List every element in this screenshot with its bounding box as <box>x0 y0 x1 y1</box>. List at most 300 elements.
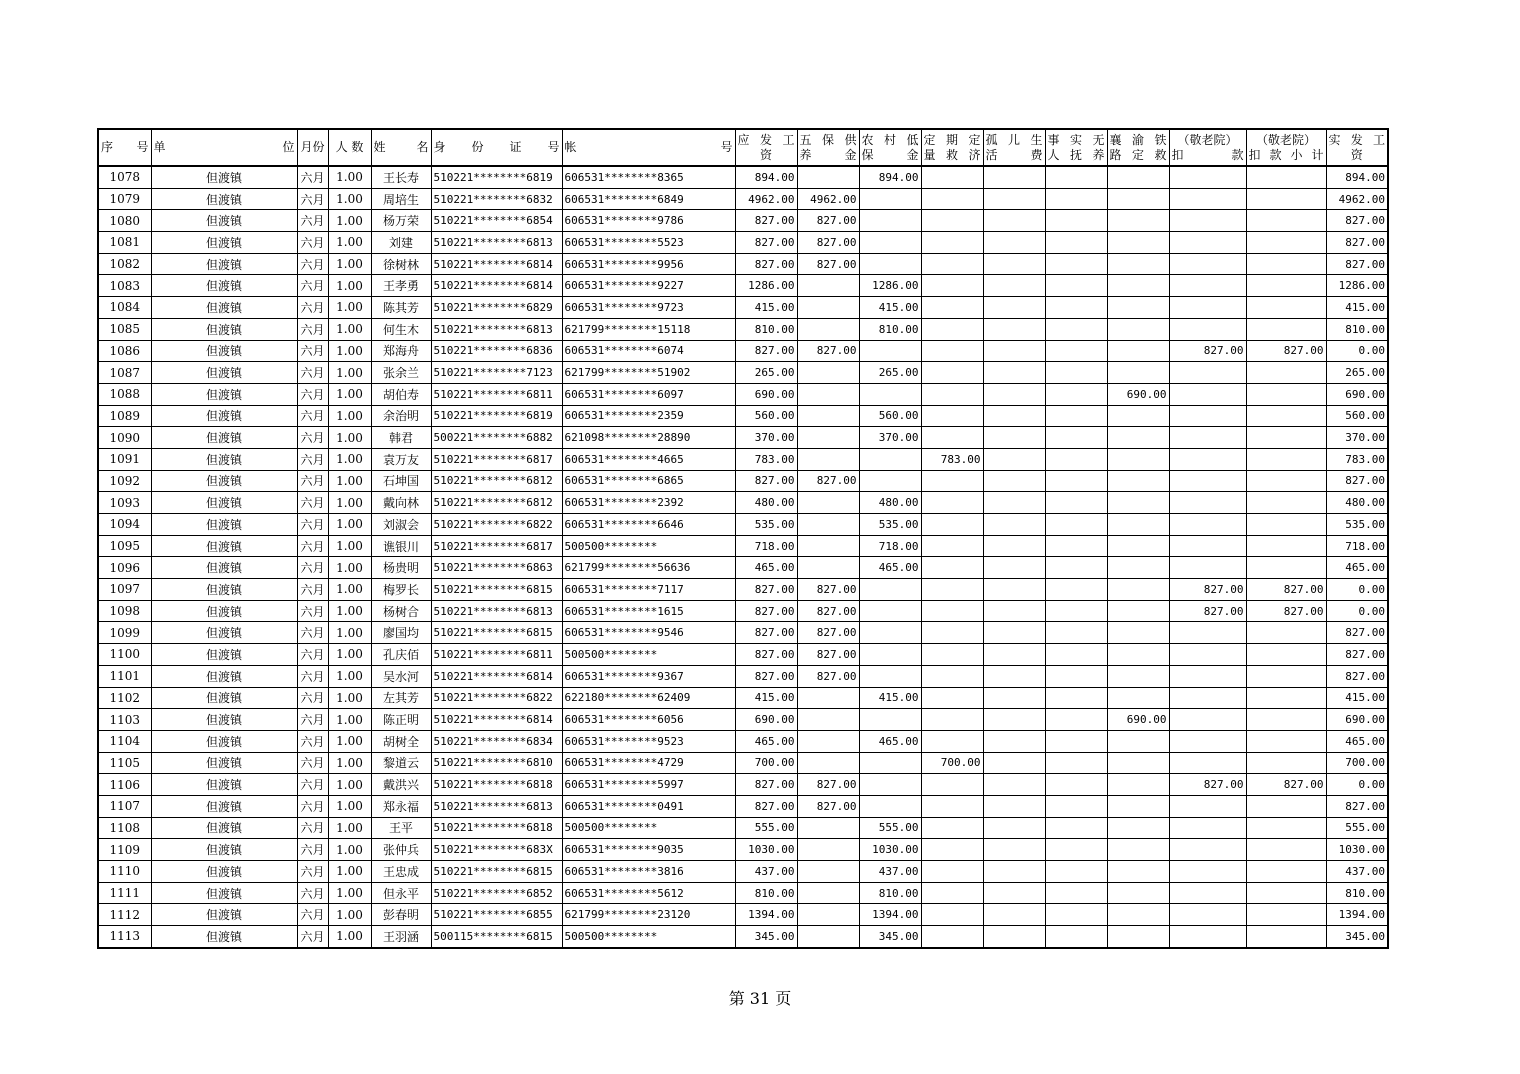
cell-name: 左其芳 <box>371 687 431 709</box>
cell-persons: 1.00 <box>328 904 371 926</box>
table-row <box>98 297 1388 319</box>
table-body <box>98 166 1388 948</box>
cell-account: 606531********6097 <box>562 383 735 405</box>
cell-id: 510221********6811 <box>431 383 562 405</box>
cell-month: 六月 <box>297 362 328 384</box>
cell-factual <box>1045 687 1107 709</box>
cell-net: 0.00 <box>1326 600 1388 622</box>
header-nursing-subtotal: （敬老院） 扣 款 小 计 <box>1246 129 1326 166</box>
cell-gross: 700.00 <box>735 752 797 774</box>
cell-dingliang <box>921 535 983 557</box>
cell-month: 六月 <box>297 448 328 470</box>
cell-dibao: 718.00 <box>859 535 921 557</box>
cell-month: 六月 <box>297 687 328 709</box>
cell-gross: 827.00 <box>735 470 797 492</box>
cell-name: 戴向林 <box>371 492 431 514</box>
cell-net: 827.00 <box>1326 665 1388 687</box>
cell-seq: 1109 <box>98 839 151 861</box>
cell-account: 606531********9723 <box>562 297 735 319</box>
cell-dingliang <box>921 644 983 666</box>
cell-unit: 但渡镇 <box>151 904 297 926</box>
cell-account: 606531********3816 <box>562 861 735 883</box>
cell-nursing-sub <box>1246 514 1326 536</box>
cell-dibao <box>859 622 921 644</box>
cell-id: 510221********6813 <box>431 600 562 622</box>
table-row <box>98 232 1388 254</box>
cell-net: 810.00 <box>1326 318 1388 340</box>
cell-dingliang <box>921 904 983 926</box>
cell-factual <box>1045 318 1107 340</box>
cell-nursing-sub <box>1246 687 1326 709</box>
cell-factual <box>1045 362 1107 384</box>
cell-name: 廖国均 <box>371 622 431 644</box>
cell-net: 827.00 <box>1326 795 1388 817</box>
cell-seq: 1101 <box>98 665 151 687</box>
cell-seq: 1085 <box>98 318 151 340</box>
cell-nursing: 827.00 <box>1169 579 1246 601</box>
cell-unit: 但渡镇 <box>151 926 297 948</box>
cell-wubao: 827.00 <box>797 470 859 492</box>
cell-seq: 1086 <box>98 340 151 362</box>
cell-unit: 但渡镇 <box>151 405 297 427</box>
cell-orphan <box>983 470 1045 492</box>
cell-month: 六月 <box>297 730 328 752</box>
cell-net: 415.00 <box>1326 687 1388 709</box>
cell-nursing-sub <box>1246 318 1326 340</box>
cell-dibao: 894.00 <box>859 166 921 188</box>
cell-nursing <box>1169 882 1246 904</box>
cell-month: 六月 <box>297 383 328 405</box>
cell-dingliang <box>921 318 983 340</box>
table-row <box>98 817 1388 839</box>
cell-persons: 1.00 <box>328 882 371 904</box>
cell-dibao: 415.00 <box>859 297 921 319</box>
cell-factual <box>1045 730 1107 752</box>
cell-wubao <box>797 318 859 340</box>
cell-account: 606531********9367 <box>562 665 735 687</box>
cell-railway <box>1107 774 1169 796</box>
cell-gross: 465.00 <box>735 730 797 752</box>
cell-factual <box>1045 427 1107 449</box>
cell-account: 606531********6865 <box>562 470 735 492</box>
cell-dingliang <box>921 730 983 752</box>
cell-gross: 480.00 <box>735 492 797 514</box>
cell-account: 606531********4665 <box>562 448 735 470</box>
cell-account: 606531********6646 <box>562 514 735 536</box>
cell-dingliang <box>921 579 983 601</box>
cell-dingliang <box>921 470 983 492</box>
payroll-table <box>97 128 1389 949</box>
cell-month: 六月 <box>297 622 328 644</box>
cell-seq: 1103 <box>98 709 151 731</box>
cell-account: 606531********1615 <box>562 600 735 622</box>
cell-orphan <box>983 622 1045 644</box>
table-row <box>98 926 1388 948</box>
cell-railway <box>1107 665 1169 687</box>
cell-dingliang <box>921 405 983 427</box>
cell-month: 六月 <box>297 318 328 340</box>
cell-month: 六月 <box>297 817 328 839</box>
cell-net: 783.00 <box>1326 448 1388 470</box>
cell-persons: 1.00 <box>328 297 371 319</box>
cell-seq: 1106 <box>98 774 151 796</box>
cell-dibao: 465.00 <box>859 557 921 579</box>
cell-gross: 827.00 <box>735 774 797 796</box>
cell-factual <box>1045 622 1107 644</box>
cell-account: 621799********51902 <box>562 362 735 384</box>
cell-gross: 827.00 <box>735 232 797 254</box>
cell-name: 刘建 <box>371 232 431 254</box>
cell-name: 胡树全 <box>371 730 431 752</box>
cell-id: 510221********6814 <box>431 665 562 687</box>
cell-account: 606531********6849 <box>562 188 735 210</box>
cell-month: 六月 <box>297 904 328 926</box>
cell-account: 606531********5997 <box>562 774 735 796</box>
cell-nursing-sub <box>1246 644 1326 666</box>
cell-id: 510221********6815 <box>431 861 562 883</box>
cell-unit: 但渡镇 <box>151 709 297 731</box>
cell-orphan <box>983 188 1045 210</box>
cell-orphan <box>983 665 1045 687</box>
cell-id: 510221********6817 <box>431 448 562 470</box>
cell-name: 梅罗长 <box>371 579 431 601</box>
cell-unit: 但渡镇 <box>151 817 297 839</box>
cell-month: 六月 <box>297 839 328 861</box>
cell-name: 胡伯寿 <box>371 383 431 405</box>
cell-factual <box>1045 861 1107 883</box>
cell-account: 606531********9546 <box>562 622 735 644</box>
cell-factual <box>1045 904 1107 926</box>
cell-factual <box>1045 210 1107 232</box>
cell-railway <box>1107 210 1169 232</box>
cell-nursing-sub: 827.00 <box>1246 340 1326 362</box>
cell-wubao: 827.00 <box>797 600 859 622</box>
cell-nursing: 827.00 <box>1169 600 1246 622</box>
cell-railway: 690.00 <box>1107 709 1169 731</box>
cell-net: 810.00 <box>1326 882 1388 904</box>
cell-id: 510221********6814 <box>431 275 562 297</box>
cell-nursing <box>1169 752 1246 774</box>
cell-account: 500500******** <box>562 644 735 666</box>
cell-id: 510221********6819 <box>431 166 562 188</box>
cell-dibao <box>859 774 921 796</box>
cell-net: 465.00 <box>1326 730 1388 752</box>
cell-unit: 但渡镇 <box>151 210 297 232</box>
cell-name: 王忠成 <box>371 861 431 883</box>
cell-name: 戴洪兴 <box>371 774 431 796</box>
cell-nursing <box>1169 644 1246 666</box>
cell-account: 621799********15118 <box>562 318 735 340</box>
cell-nursing: 827.00 <box>1169 340 1246 362</box>
cell-id: 510221********6813 <box>431 318 562 340</box>
cell-wubao <box>797 839 859 861</box>
cell-net: 345.00 <box>1326 926 1388 948</box>
cell-orphan <box>983 427 1045 449</box>
cell-name: 周培生 <box>371 188 431 210</box>
cell-dingliang <box>921 882 983 904</box>
cell-orphan <box>983 232 1045 254</box>
cell-name: 黎道云 <box>371 752 431 774</box>
cell-factual <box>1045 514 1107 536</box>
cell-nursing-sub <box>1246 904 1326 926</box>
cell-seq: 1083 <box>98 275 151 297</box>
cell-unit: 但渡镇 <box>151 383 297 405</box>
cell-dibao <box>859 470 921 492</box>
cell-persons: 1.00 <box>328 709 371 731</box>
cell-nursing-sub: 827.00 <box>1246 579 1326 601</box>
cell-dibao <box>859 795 921 817</box>
cell-orphan <box>983 297 1045 319</box>
cell-wubao: 827.00 <box>797 644 859 666</box>
cell-orphan <box>983 318 1045 340</box>
header-orphan: 孤 儿 生 活 费 <box>983 129 1045 166</box>
cell-orphan <box>983 166 1045 188</box>
table-row <box>98 795 1388 817</box>
cell-orphan <box>983 644 1045 666</box>
header-dibao: 农 村 低 保 金 <box>859 129 921 166</box>
cell-dingliang <box>921 340 983 362</box>
cell-name: 彭春明 <box>371 904 431 926</box>
table-row <box>98 644 1388 666</box>
cell-dibao <box>859 665 921 687</box>
table-row <box>98 839 1388 861</box>
cell-nursing <box>1169 839 1246 861</box>
cell-factual <box>1045 340 1107 362</box>
cell-month: 六月 <box>297 861 328 883</box>
cell-seq: 1090 <box>98 427 151 449</box>
cell-net: 1394.00 <box>1326 904 1388 926</box>
cell-dingliang <box>921 557 983 579</box>
cell-name: 王长寿 <box>371 166 431 188</box>
cell-unit: 但渡镇 <box>151 318 297 340</box>
cell-name: 张余兰 <box>371 362 431 384</box>
cell-name: 孔庆佰 <box>371 644 431 666</box>
cell-id: 510221********6813 <box>431 795 562 817</box>
cell-railway <box>1107 253 1169 275</box>
cell-month: 六月 <box>297 752 328 774</box>
cell-name: 陈正明 <box>371 709 431 731</box>
cell-gross: 894.00 <box>735 166 797 188</box>
cell-unit: 但渡镇 <box>151 600 297 622</box>
cell-factual <box>1045 535 1107 557</box>
cell-railway <box>1107 514 1169 536</box>
cell-dingliang <box>921 188 983 210</box>
cell-id: 510221********6812 <box>431 470 562 492</box>
cell-nursing <box>1169 166 1246 188</box>
cell-dingliang: 700.00 <box>921 752 983 774</box>
table-row <box>98 166 1388 188</box>
table-row <box>98 730 1388 752</box>
cell-unit: 但渡镇 <box>151 882 297 904</box>
cell-dibao: 437.00 <box>859 861 921 883</box>
cell-name: 何生木 <box>371 318 431 340</box>
cell-account: 622180********62409 <box>562 687 735 709</box>
cell-nursing <box>1169 817 1246 839</box>
cell-unit: 但渡镇 <box>151 557 297 579</box>
cell-nursing <box>1169 297 1246 319</box>
cell-gross: 690.00 <box>735 383 797 405</box>
cell-net: 718.00 <box>1326 535 1388 557</box>
cell-id: 510221********6812 <box>431 492 562 514</box>
cell-railway <box>1107 752 1169 774</box>
cell-railway <box>1107 622 1169 644</box>
cell-seq: 1082 <box>98 253 151 275</box>
cell-dibao: 555.00 <box>859 817 921 839</box>
cell-nursing-sub <box>1246 253 1326 275</box>
cell-gross: 827.00 <box>735 253 797 275</box>
cell-dibao: 480.00 <box>859 492 921 514</box>
cell-nursing-sub <box>1246 470 1326 492</box>
cell-wubao: 827.00 <box>797 665 859 687</box>
cell-dibao <box>859 210 921 232</box>
cell-id: 510221********6832 <box>431 188 562 210</box>
cell-gross: 560.00 <box>735 405 797 427</box>
table-row <box>98 579 1388 601</box>
cell-month: 六月 <box>297 340 328 362</box>
cell-dingliang <box>921 166 983 188</box>
cell-wubao <box>797 492 859 514</box>
cell-account: 500500******** <box>562 535 735 557</box>
cell-id: 510221********6814 <box>431 709 562 731</box>
cell-id: 510221********6815 <box>431 622 562 644</box>
cell-gross: 1030.00 <box>735 839 797 861</box>
cell-nursing-sub <box>1246 535 1326 557</box>
cell-name: 石坤国 <box>371 470 431 492</box>
cell-nursing <box>1169 926 1246 948</box>
cell-nursing-sub <box>1246 709 1326 731</box>
cell-railway <box>1107 427 1169 449</box>
page-footer <box>0 986 1520 1009</box>
cell-persons: 1.00 <box>328 644 371 666</box>
cell-seq: 1094 <box>98 514 151 536</box>
cell-id: 510221********6819 <box>431 405 562 427</box>
cell-nursing <box>1169 730 1246 752</box>
cell-orphan <box>983 579 1045 601</box>
cell-name: 杨贵明 <box>371 557 431 579</box>
table-row <box>98 362 1388 384</box>
cell-orphan <box>983 926 1045 948</box>
cell-nursing-sub <box>1246 557 1326 579</box>
table-row <box>98 774 1388 796</box>
cell-persons: 1.00 <box>328 926 371 948</box>
table-row <box>98 275 1388 297</box>
cell-orphan <box>983 535 1045 557</box>
cell-nursing <box>1169 557 1246 579</box>
cell-nursing-sub <box>1246 188 1326 210</box>
cell-month: 六月 <box>297 926 328 948</box>
cell-dingliang <box>921 253 983 275</box>
cell-factual <box>1045 644 1107 666</box>
header-persons: 人 数 <box>328 129 371 166</box>
cell-dibao: 560.00 <box>859 405 921 427</box>
cell-net: 4962.00 <box>1326 188 1388 210</box>
cell-orphan <box>983 687 1045 709</box>
cell-name: 郑永福 <box>371 795 431 817</box>
cell-nursing <box>1169 253 1246 275</box>
cell-account: 621799********23120 <box>562 904 735 926</box>
cell-month: 六月 <box>297 579 328 601</box>
cell-month: 六月 <box>297 795 328 817</box>
cell-dingliang <box>921 275 983 297</box>
cell-month: 六月 <box>297 166 328 188</box>
cell-gross: 415.00 <box>735 297 797 319</box>
cell-nursing-sub: 827.00 <box>1246 774 1326 796</box>
cell-nursing <box>1169 709 1246 731</box>
cell-nursing <box>1169 275 1246 297</box>
cell-orphan <box>983 730 1045 752</box>
cell-nursing-sub <box>1246 166 1326 188</box>
cell-dingliang <box>921 427 983 449</box>
cell-id: 500221********6882 <box>431 427 562 449</box>
cell-nursing <box>1169 405 1246 427</box>
cell-wubao: 827.00 <box>797 232 859 254</box>
cell-persons: 1.00 <box>328 752 371 774</box>
cell-railway <box>1107 687 1169 709</box>
cell-unit: 但渡镇 <box>151 232 297 254</box>
cell-railway <box>1107 904 1169 926</box>
header-railway: 襄 渝 铁 路 定 救 <box>1107 129 1169 166</box>
cell-seq: 1100 <box>98 644 151 666</box>
cell-persons: 1.00 <box>328 210 371 232</box>
cell-id: 510221********6818 <box>431 817 562 839</box>
cell-name: 韩君 <box>371 427 431 449</box>
cell-seq: 1088 <box>98 383 151 405</box>
cell-factual <box>1045 752 1107 774</box>
cell-orphan <box>983 774 1045 796</box>
cell-persons: 1.00 <box>328 774 371 796</box>
cell-railway <box>1107 579 1169 601</box>
cell-id: 510221********6815 <box>431 579 562 601</box>
cell-railway <box>1107 492 1169 514</box>
cell-account: 606531********6056 <box>562 709 735 731</box>
cell-dibao: 1030.00 <box>859 839 921 861</box>
cell-wubao <box>797 383 859 405</box>
cell-seq: 1079 <box>98 188 151 210</box>
cell-nursing-sub <box>1246 492 1326 514</box>
cell-persons: 1.00 <box>328 448 371 470</box>
cell-wubao <box>797 752 859 774</box>
cell-dingliang <box>921 297 983 319</box>
cell-dingliang <box>921 795 983 817</box>
cell-nursing <box>1169 514 1246 536</box>
cell-gross: 827.00 <box>735 665 797 687</box>
cell-factual <box>1045 882 1107 904</box>
cell-persons: 1.00 <box>328 232 371 254</box>
cell-railway <box>1107 861 1169 883</box>
cell-persons: 1.00 <box>328 687 371 709</box>
cell-wubao: 4962.00 <box>797 188 859 210</box>
cell-persons: 1.00 <box>328 514 371 536</box>
cell-name: 余治明 <box>371 405 431 427</box>
cell-dibao <box>859 448 921 470</box>
cell-month: 六月 <box>297 210 328 232</box>
cell-nursing-sub <box>1246 405 1326 427</box>
cell-orphan <box>983 752 1045 774</box>
cell-nursing-sub <box>1246 752 1326 774</box>
cell-name: 杨万荣 <box>371 210 431 232</box>
cell-gross: 465.00 <box>735 557 797 579</box>
cell-factual <box>1045 492 1107 514</box>
cell-id: 510221********6810 <box>431 752 562 774</box>
cell-seq: 1091 <box>98 448 151 470</box>
cell-wubao: 827.00 <box>797 253 859 275</box>
cell-unit: 但渡镇 <box>151 861 297 883</box>
cell-id: 510221********6813 <box>431 232 562 254</box>
cell-account: 500500******** <box>562 926 735 948</box>
table-row <box>98 210 1388 232</box>
cell-persons: 1.00 <box>328 795 371 817</box>
header-net: 实 发 工 资 <box>1326 129 1388 166</box>
